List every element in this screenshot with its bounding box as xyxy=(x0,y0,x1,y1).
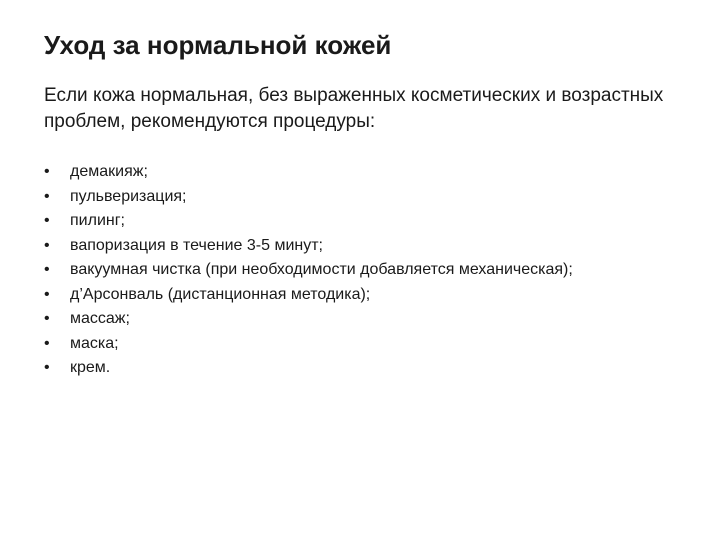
procedure-list xyxy=(44,160,573,381)
list-item-text: маска; xyxy=(70,334,119,352)
list-item xyxy=(44,258,573,283)
list-item-text: демакияж; xyxy=(70,163,148,180)
list-item-text: крем. xyxy=(70,359,111,376)
list-item xyxy=(44,209,573,234)
list-item-text: д’Арсонваль (дистанционная методика); xyxy=(70,285,371,303)
list-item xyxy=(44,307,573,332)
bullet-icon: • xyxy=(44,334,50,352)
list-item-text: вакуумная чистка (при необходимости добавляется механическая); xyxy=(70,261,573,278)
list-item-text: пилинг; xyxy=(70,212,125,229)
list-item xyxy=(44,185,573,210)
slide-title: Уход за нормальной кожей xyxy=(44,30,392,60)
list-item-text: вапоризация в течение 3-5 минут; xyxy=(70,236,323,254)
intro-paragraph: Если кожа нормальная, без выраженных косметических и возрастных проблем, рекомендуются процедуры: xyxy=(44,85,664,132)
list-item-text: пульверизация; xyxy=(70,187,187,205)
bullet-icon: • xyxy=(44,285,50,303)
bullet-icon: • xyxy=(44,163,50,180)
bullet-icon: • xyxy=(44,236,50,254)
bullet-icon: • xyxy=(44,359,50,376)
list-item xyxy=(44,332,573,357)
bullet-icon: • xyxy=(44,212,50,229)
list-item xyxy=(44,160,573,185)
list-item-text: массаж; xyxy=(70,310,130,327)
bullet-icon: • xyxy=(44,187,50,205)
bullet-icon: • xyxy=(44,261,50,278)
list-item xyxy=(44,234,573,259)
bullet-icon: • xyxy=(44,310,50,327)
list-item xyxy=(44,356,573,381)
list-item xyxy=(44,283,573,308)
